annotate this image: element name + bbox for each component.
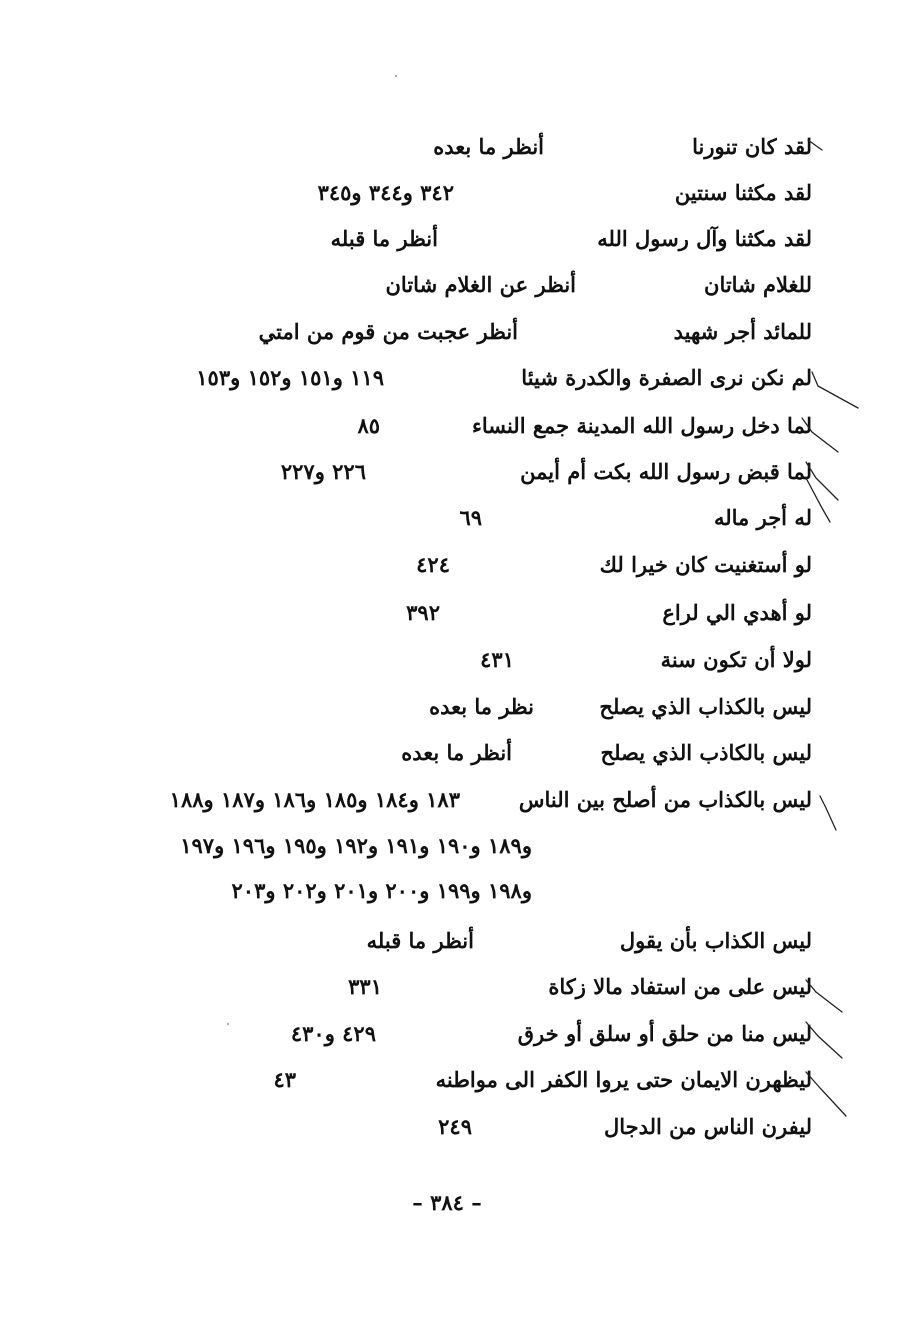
entry-phrase: لم نكن نرى الصفرة والكدرة شيئا [521,365,812,390]
specks [395,75,397,77]
entry-phrase: لو أهدي الي لراع [662,600,812,625]
pen-mark [806,980,842,1012]
entry-reference: ٢٤٩ [438,1114,472,1139]
entry-phrase: لو أستغنيت كان خيرا لك [599,552,812,577]
pen-mark [808,140,822,150]
entry-phrase: ليفرن الناس من الدجال [603,1114,812,1139]
entry-phrase: ليس الكذاب بأن يقول [619,928,812,953]
entry-phrase: له أجر ماله [714,505,812,530]
entry-phrase: ليظهرن الايمان حتى يروا الكفر الى مواطنه [435,1067,812,1092]
specks [227,1023,229,1025]
pen-mark [820,796,836,830]
pen-mark [806,462,838,500]
entry-reference: أنظر ما قبله [366,928,474,953]
entry-reference: نظر ما بعده [429,694,534,719]
entry-phrase: ليس منا من حلق أو سلق أو خرق [517,1021,812,1046]
entry-phrase: لما دخل رسول الله المدينة جمع النساء [471,413,812,438]
entry-reference: ٦٩ [459,505,482,530]
entry-reference: أنظر ما قبله [330,226,438,251]
entry-phrase: للغلام شاتان [704,272,812,297]
entry-phrase: لقد مكثنا وآل رسول الله [597,226,812,251]
entry-reference: أنظر ما بعده [401,740,512,765]
entry-reference: أنظر عن الغلام شاتان [385,272,576,297]
page-number: – ٣٨٤ – [412,1190,482,1215]
reference-continuation: و١٨٩ و١٩٠ و١٩١ و١٩٢ و١٩٥ و١٩٦ و١٩٧ [180,833,532,858]
entry-reference: أنظر ما بعده [433,134,544,159]
reference-continuation: و١٩٨ و١٩٩ و٢٠٠ و٢٠١ و٢٠٢ و٢٠٣ [231,878,532,903]
pen-mark [812,372,858,408]
entry-reference: ٣٣١ [348,974,382,999]
entry-phrase: لولا أن تكون سنة [660,647,812,672]
pen-mark [806,1022,842,1058]
pen-mark [806,478,830,522]
entry-reference: ١١٩ و١٥١ و١٥٢ و١٥٣ [196,365,384,390]
entry-reference: ٣٤٢ و٣٤٤ و٣٤٥ [317,180,454,205]
entry-phrase: لقد مكثنا سنتين [674,180,812,205]
entry-reference: ٤٢٩ و٤٣٠ [290,1021,376,1046]
pen-mark [802,418,838,452]
entry-phrase: لما قبض رسول الله بكت أم أيمن [520,459,812,484]
entry-reference: أنظر عجبت من قوم من امتي [258,319,518,344]
entry-reference: ٢٢٦ و٢٢٧ [280,459,366,484]
entry-phrase: للمائد أجر شهيد [673,319,812,344]
pen-mark [806,1072,846,1116]
entry-reference: ٤٣١ [480,647,514,672]
entry-reference: ٨٥ [357,413,380,438]
entry-reference: ٣٩٢ [406,600,440,625]
entry-phrase: ليس بالكذاب الذي يصلح [599,694,812,719]
entry-reference: ٤٣ [273,1067,296,1092]
entry-phrase: لقد كان تنورنا [692,134,812,159]
entry-reference: ١٨٣ و١٨٤ و١٨٥ و١٨٦ و١٨٧ و١٨٨ [169,787,460,812]
entry-reference: ٤٢٤ [416,552,450,577]
entry-phrase: ليس بالكاذب الذي يصلح [600,740,812,765]
entry-phrase: ليس بالكذاب من أصلح بين الناس [518,787,812,812]
entry-phrase: ليس على من استفاد مالا زكاة [548,974,812,999]
